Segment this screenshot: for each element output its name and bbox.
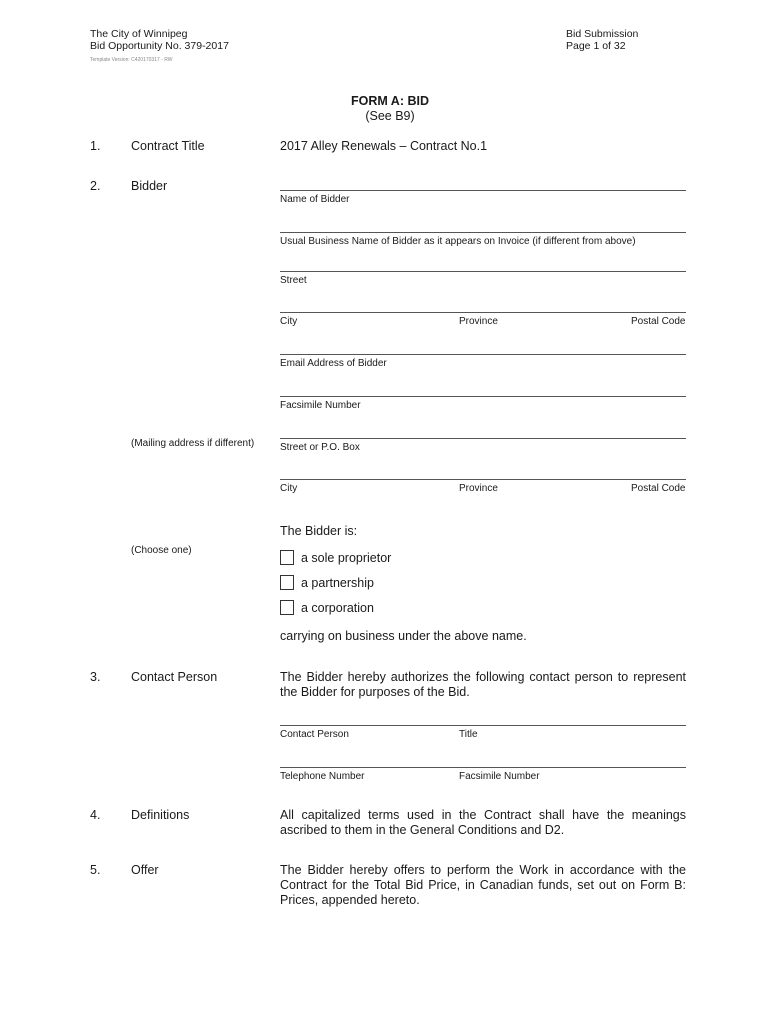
facsimile-field[interactable] [280,396,686,397]
name-of-bidder-label: Name of Bidder [280,194,350,205]
section-4-label: Definitions [131,808,190,822]
header-bid-number: Bid Opportunity No. 379-2017 [90,40,229,52]
city-label: City [280,316,298,327]
mailing-street-label: Street or P.O. Box [280,442,360,453]
name-of-bidder-field[interactable] [280,190,686,191]
city-province-postal-field[interactable] [280,312,686,313]
facsimile-label: Facsimile Number [280,400,361,411]
section-2-label: Bidder [131,179,168,193]
offer-text: The Bidder hereby offers to perform the Work in accordance with the Contract for the Total Bid Price, in Canadian funds, set out on Form B: Prices, appended hereto. [280,863,686,907]
form-title: FORM A: BID [351,94,429,108]
street-label: Street [280,275,307,286]
section-2-number: 2. [90,179,101,193]
mailing-city-province-postal-field[interactable] [280,479,686,480]
contact-person-label: Contact Person [280,729,349,740]
contract-title-value: 2017 Alley Renewals – Contract No.1 [280,139,488,153]
mailing-address-note: (Mailing address if different) [131,438,255,449]
email-label: Email Address of Bidder [280,358,387,369]
contact-person-text: The Bidder hereby authorizes the following contact person to represent the Bidder for purposes of the Bid. [280,670,686,699]
header-org: The City of Winnipeg [90,28,188,40]
email-field[interactable] [280,354,686,355]
section-1-number: 1. [90,139,101,153]
contact-title-label: Title [459,729,478,740]
header-page-number: Page 1 of 32 [566,40,626,52]
section-1-label: Contract Title [131,139,205,153]
corporation-label: a corporation [301,601,374,615]
mailing-city-label: City [280,483,298,494]
telephone-label: Telephone Number [280,771,365,782]
section-5-number: 5. [90,863,101,877]
sole-proprietor-checkbox[interactable] [280,550,294,565]
contact-person-title-field[interactable] [280,725,686,726]
header-doc-type: Bid Submission [566,28,639,40]
carrying-on-business-text: carrying on business under the above name. [280,629,527,643]
telephone-facsimile-field[interactable] [280,767,686,768]
mailing-postal-code-label: Postal Code [631,483,686,494]
form-subtitle: (See B9) [365,109,415,123]
usual-business-name-field[interactable] [280,232,686,233]
partnership-label: a partnership [301,576,374,590]
partnership-checkbox[interactable] [280,575,294,590]
section-5-label: Offer [131,863,159,877]
corporation-checkbox[interactable] [280,600,294,615]
usual-business-name-label: Usual Business Name of Bidder as it appears on Invoice (if different from above) [280,236,636,247]
section-3-number: 3. [90,670,101,684]
header-template-version: Template Version: C420170317 - RW [90,57,173,63]
province-label: Province [459,316,498,327]
choose-one-note: (Choose one) [131,545,192,556]
mailing-street-field[interactable] [280,438,686,439]
section-3-label: Contact Person [131,670,218,684]
postal-code-label: Postal Code [631,316,686,327]
street-field[interactable] [280,271,686,272]
mailing-province-label: Province [459,483,498,494]
sole-proprietor-label: a sole proprietor [301,551,392,565]
definitions-text: All capitalized terms used in the Contract shall have the meanings ascribed to them in the General Conditions and D2. [280,808,686,837]
bidder-is-heading: The Bidder is: [280,524,358,538]
section-4-number: 4. [90,808,101,822]
contact-facsimile-label: Facsimile Number [459,771,540,782]
